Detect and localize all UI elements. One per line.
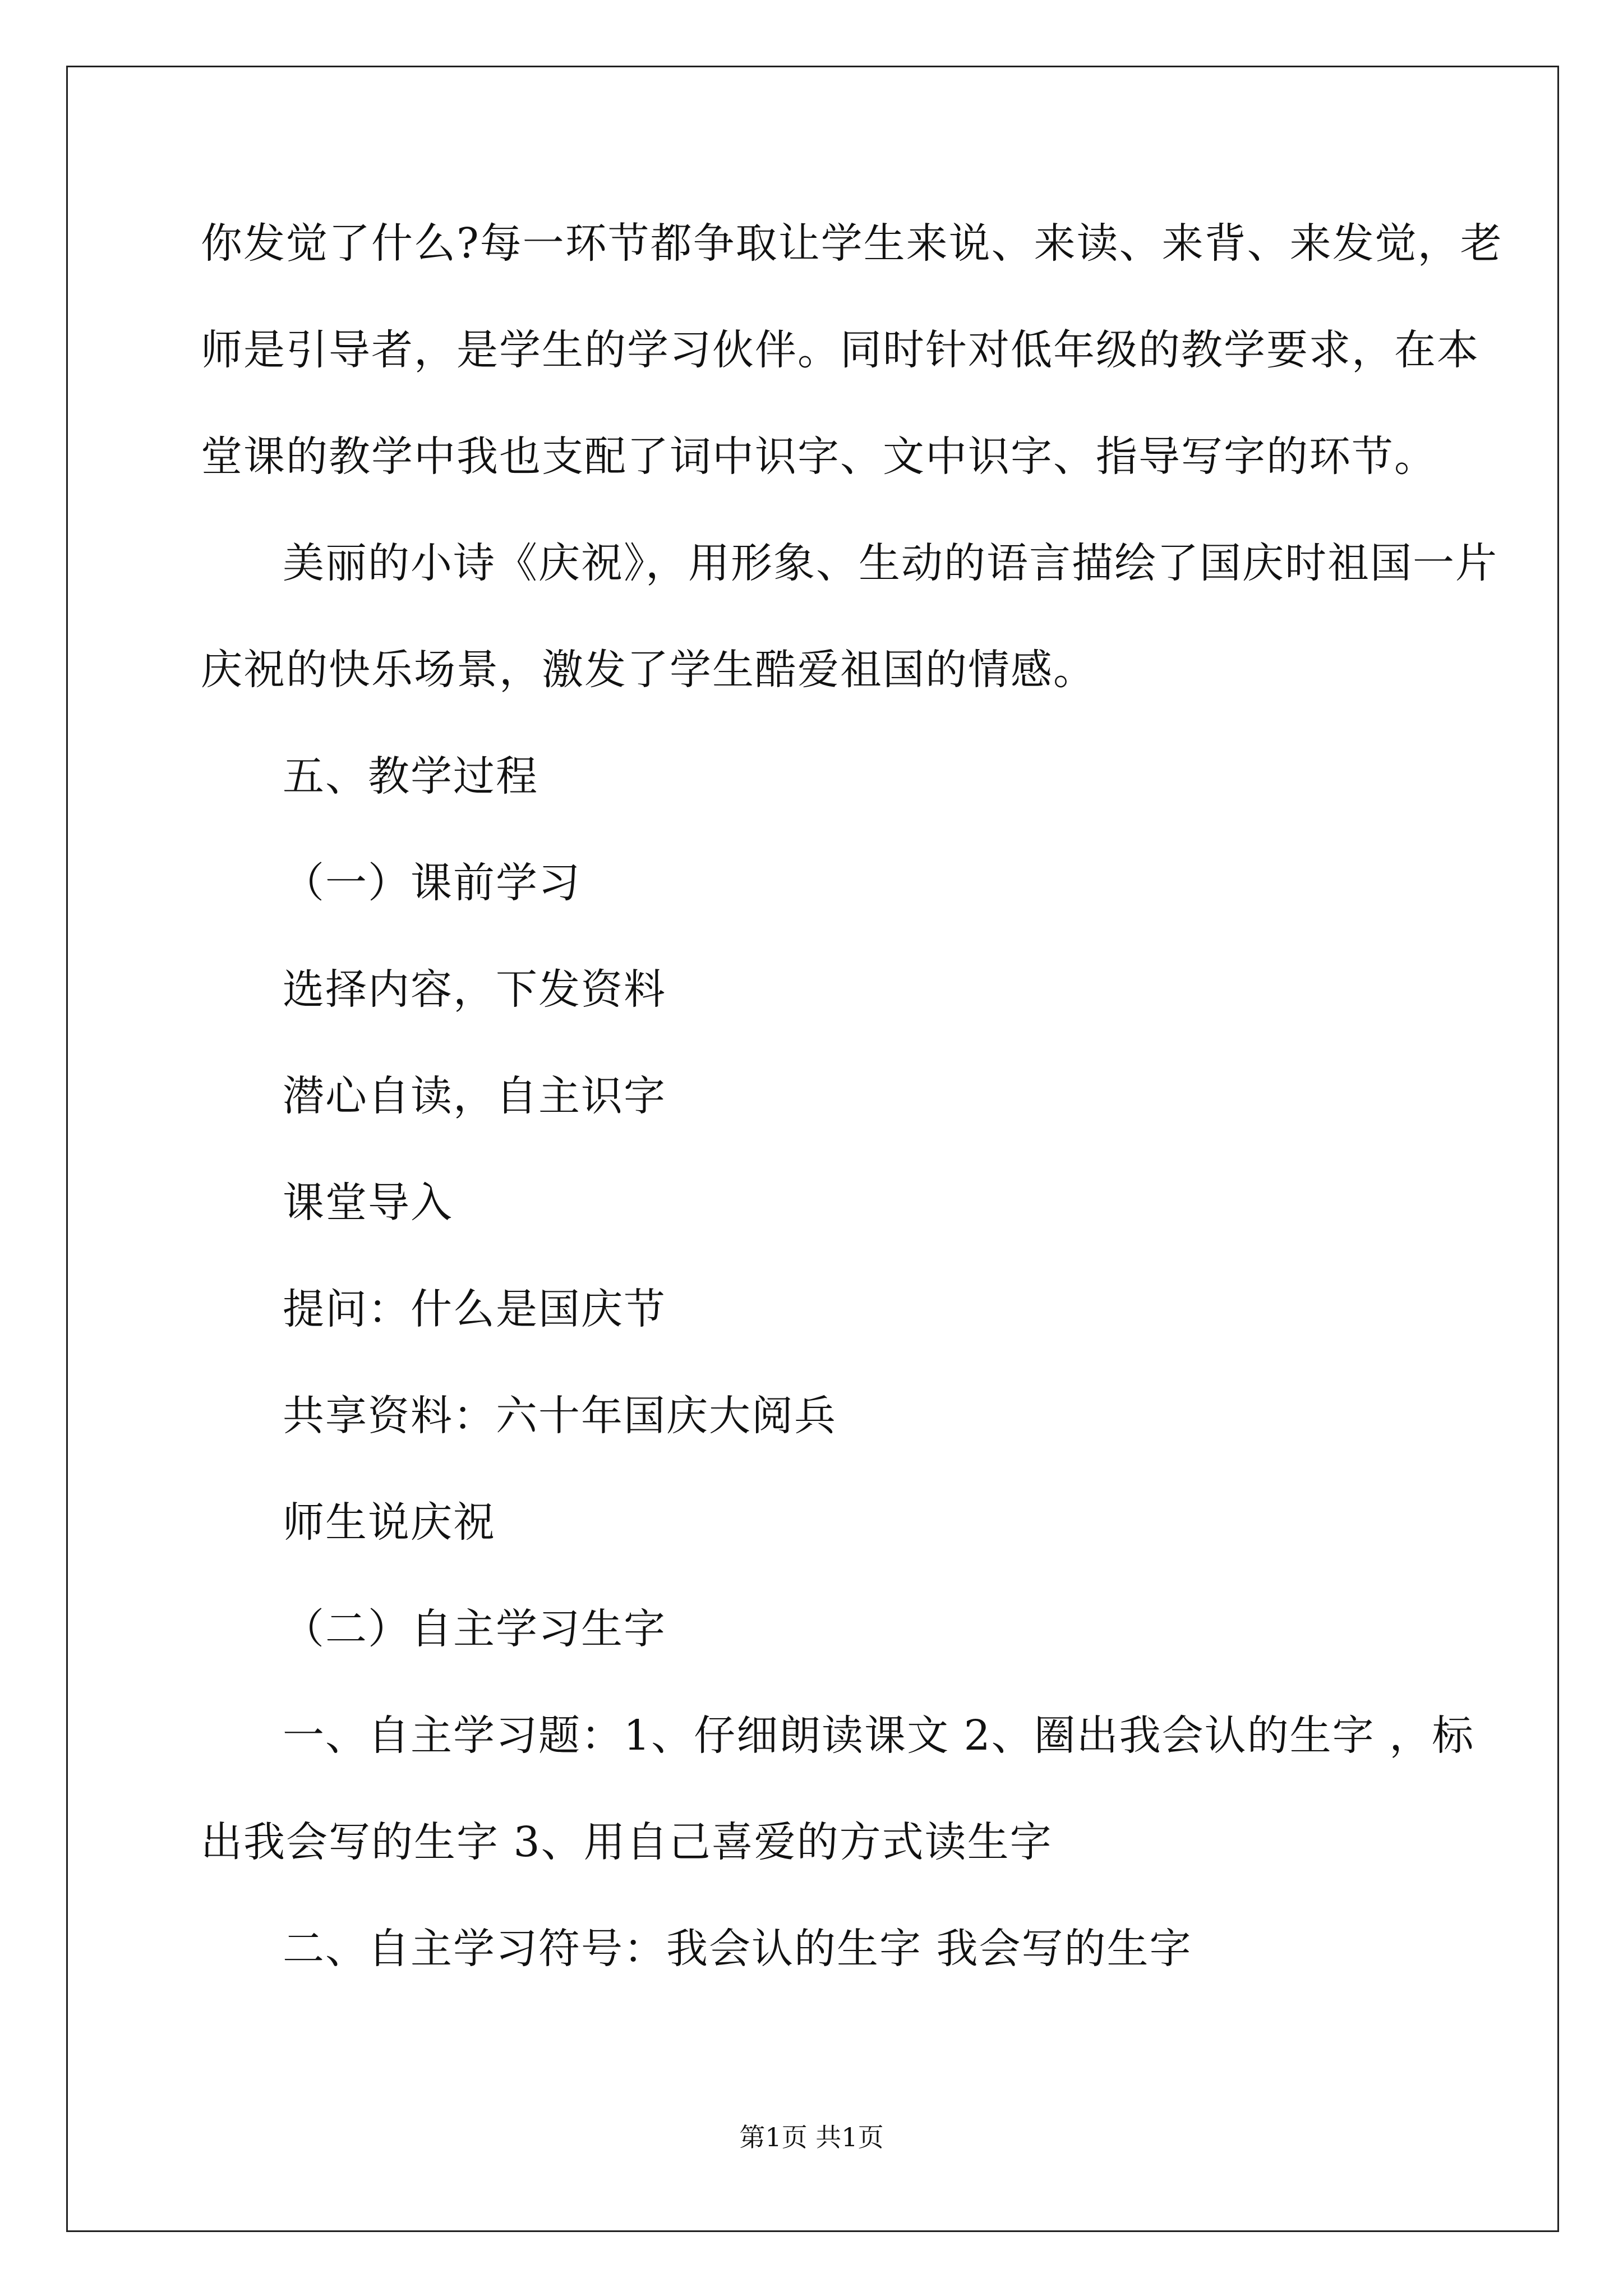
paragraph-line: 你发觉了什么?每一环节都争取让学生来说、来读、来背、来发觉，老 (201, 219, 1503, 268)
subsection-heading: （二）自主学习生字 (283, 1605, 666, 1653)
paragraph-line: 课堂导入 (283, 1179, 453, 1227)
paragraph-line: 出我会写的生字 3、用自己喜爱的方式读生字 (201, 1818, 1053, 1866)
paragraph-line: 选择内容，下发资料 (283, 965, 666, 1014)
paragraph-line: 潜心自读，自主识字 (283, 1072, 666, 1120)
paragraph-line: 二、自主学习符号：我会认的生字 我会写的生字 (283, 1925, 1192, 1973)
paragraph-line: 师生说庆祝 (283, 1498, 496, 1547)
paragraph-line: 堂课的教学中我也支配了词中识字、文中识字、指导写字的环节。 (201, 432, 1437, 481)
paragraph-line: 一、自主学习题：1、仔细朗读课文 2、圈出我会认的生字 ，标 (283, 1711, 1475, 1760)
paragraph-line: 庆祝的快乐场景，激发了学生酷爱祖国的情感。 (201, 646, 1096, 694)
paragraph-line: 师是引导者，是学生的学习伙伴。同时针对低年级的教学要求，在本 (201, 326, 1479, 374)
paragraph-line: 美丽的小诗《庆祝》，用形象、生动的语言描绘了国庆时祖国一片 (283, 539, 1498, 587)
section-heading: 五、教学过程 (283, 752, 538, 800)
paragraph-line: 提问：什么是国庆节 (283, 1285, 666, 1333)
page-footer: 第1页 共1页 (739, 2122, 884, 2152)
subsection-heading: （一）课前学习 (283, 859, 581, 907)
page-border (66, 66, 1559, 2232)
paragraph-line: 共享资料：六十年国庆大阅兵 (283, 1392, 837, 1440)
